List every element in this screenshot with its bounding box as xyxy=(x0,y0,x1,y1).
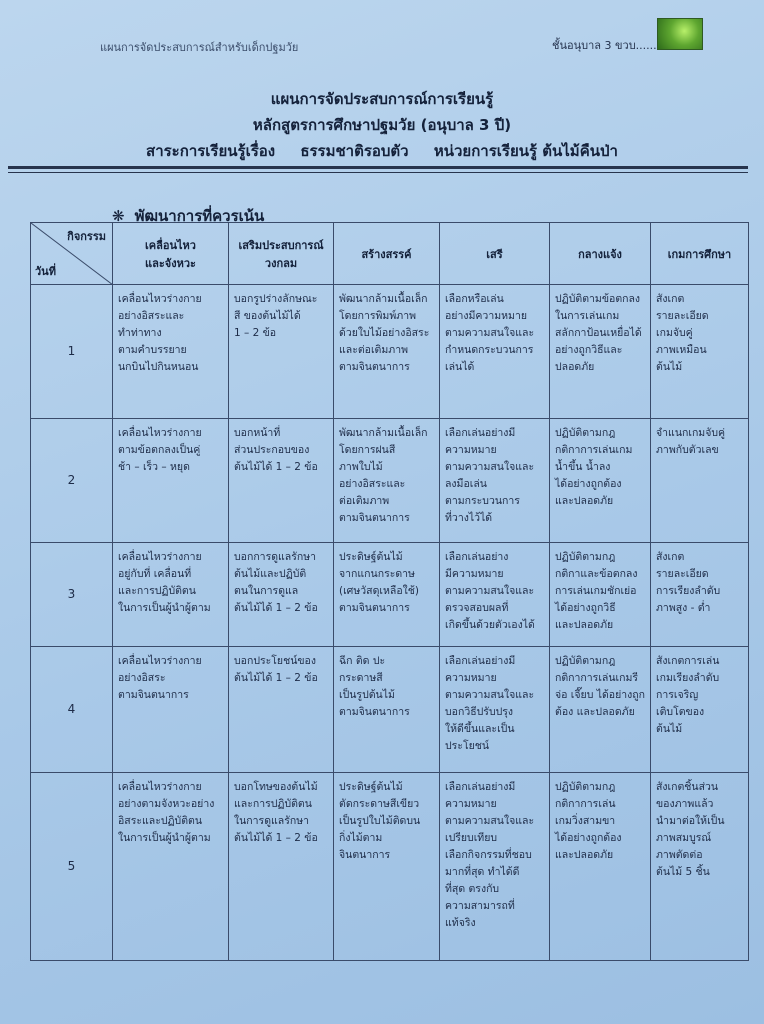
table-cell xyxy=(440,647,550,773)
cell-text-line: ต้นไม้ได้ 1 – 2 ข้อ xyxy=(234,461,318,473)
cell-text-line: ต้นไม้ได้ 1 – 2 ข้อ xyxy=(234,832,318,844)
cell-text-line: เติบโตของ xyxy=(656,706,705,718)
column-header-text: สร้างสรรค์ xyxy=(361,247,412,261)
cell-text-line: อย่างตามจังหวะอย่าง xyxy=(118,798,215,810)
column-header-text: เสรี xyxy=(486,247,503,261)
cell-text-line: เล่นได้ xyxy=(445,361,475,373)
cell-text-line: นำมาต่อให้เป็น xyxy=(656,815,725,827)
table-row xyxy=(31,419,749,543)
cell-text-line: สี ของต้นไม้ได้ xyxy=(234,310,301,322)
cell-text-line: มีความหมาย xyxy=(445,568,504,580)
cell-text-line: เลือกหรือเล่น xyxy=(445,293,504,305)
cell-text-line: ตามความสนใจและ xyxy=(445,585,535,597)
cell-text-line: และต่อเติมภาพ xyxy=(339,344,409,356)
cell-text-line: ต้อง และปลอดภัย xyxy=(555,706,635,718)
cell-text-line: อย่างถูกวิธีและ xyxy=(555,344,623,356)
cell-text-line: กระดาษสี xyxy=(339,672,383,684)
cell-text-line: สลักกาป้อนเหยื่อได้ xyxy=(555,327,642,339)
cell-text-line: ภาพกับตัวเลข xyxy=(656,444,719,456)
cell-text-line: เกิดขึ้นด้วยตัวเองได้ xyxy=(445,619,535,631)
table-cell xyxy=(550,773,651,961)
cell-text-line: ภาพเหมือน xyxy=(656,344,707,356)
table-body xyxy=(31,285,749,961)
cell-text-line: เป็นรูปใบไม้ติดบน xyxy=(339,815,421,827)
cell-text-line: ฉีก ติด ปะ xyxy=(339,655,386,667)
divider-thin xyxy=(8,172,748,173)
cell-text-line: ลงมือเล่น xyxy=(445,478,487,490)
column-header-text: วงกลม xyxy=(264,256,298,270)
cell-text-line: ช้า – เร็ว – หยุด xyxy=(118,461,190,473)
table-cell xyxy=(440,543,550,647)
table-cell xyxy=(651,773,749,961)
cell-text-line: ภาพตัดต่อ xyxy=(656,849,703,861)
cell-text-line: ประโยชน์ xyxy=(445,740,490,752)
cell-text-line: เคลื่อนไหวร่างกาย xyxy=(118,781,202,793)
cell-text-line: พัฒนากล้ามเนื้อเล็ก xyxy=(339,293,428,305)
cell-text-line: และการปฏิบัติตน xyxy=(234,798,312,810)
cell-text-line: ของภาพแล้ว xyxy=(656,798,714,810)
cell-text-line: ประดิษฐ์ต้นไม้ xyxy=(339,781,403,793)
cell-text-line: เกมจับคู่ xyxy=(656,327,693,339)
cell-text-line: ต้นไม้ได้ 1 – 2 ข้อ xyxy=(234,672,318,684)
column-header xyxy=(113,223,229,285)
title-line-3 xyxy=(0,138,764,164)
table-cell xyxy=(229,419,334,543)
cell-text-line: เกมเรียงลำดับ xyxy=(656,672,720,684)
column-header-text: เกมการศึกษา xyxy=(667,247,732,261)
cell-text-line: กติกาการเล่น xyxy=(555,798,616,810)
table-cell xyxy=(550,419,651,543)
cell-text-line: รายละเอียด xyxy=(656,310,709,322)
cell-text-line: กำหนดกระบวนการ xyxy=(445,344,534,356)
table-cell xyxy=(229,647,334,773)
cell-text-line: นกบินไปกินหนอน xyxy=(118,361,199,373)
divider-thick xyxy=(8,166,748,169)
cell-text-line: ปฏิบัติตามกฎ xyxy=(555,551,616,563)
cell-text-line: ได้อย่างถูกต้อง xyxy=(555,832,622,844)
cell-text-line: การเรียงลำดับ xyxy=(656,585,721,597)
cell-text-line: ตามข้อตกลงเป็นคู่ xyxy=(118,444,201,456)
cell-text-line: เคลื่อนไหวร่างกาย xyxy=(118,293,202,305)
column-header xyxy=(550,223,651,285)
cell-text-line: โดยการพิมพ์ภาพ xyxy=(339,310,417,322)
cell-text-line: อย่างอิสระและ xyxy=(118,310,185,322)
cell-text-line: และการปฏิบัติตน xyxy=(118,585,196,597)
cell-text-line: อย่างอิสระและ xyxy=(339,478,406,490)
day-number: 4 xyxy=(31,647,113,773)
table-cell xyxy=(334,647,440,773)
table-cell xyxy=(113,419,229,543)
cell-text-line: พัฒนากล้ามเนื้อเล็ก xyxy=(339,427,428,439)
table-cell xyxy=(651,285,749,419)
cell-text-line: ในการเป็นผู้นำผู้ตาม xyxy=(118,602,211,614)
cell-text-line: ตรวจสอบผลที่ xyxy=(445,602,509,614)
cell-text-line: สังเกตการเล่น xyxy=(656,655,720,667)
cell-text-line: เป็นรูปต้นไม้ xyxy=(339,689,395,701)
section-title: พัฒนาการที่ควรเน้น xyxy=(134,207,265,225)
corner-bottom-label: วันที่ xyxy=(35,265,56,278)
cell-text-line: ความหมาย xyxy=(445,444,497,456)
cell-text-line: และปลอดภัย xyxy=(555,619,614,631)
cell-text-line: ตามจินตนาการ xyxy=(339,512,410,524)
table-cell xyxy=(113,773,229,961)
table-cell xyxy=(550,543,651,647)
cell-text-line: การเจริญ xyxy=(656,689,699,701)
cell-text-line: อย่างมีความหมาย xyxy=(445,310,528,322)
header-right-text: ชั้นอนุบาล 3 ขวบ...... xyxy=(552,39,657,52)
cell-text-line: ด้วยใบไม้อย่างอิสระ xyxy=(339,327,430,339)
cell-text-line: ได้อย่างถูกต้อง xyxy=(555,478,622,490)
column-header-text: และจังหวะ xyxy=(145,256,196,270)
table-cell xyxy=(651,419,749,543)
table-cell xyxy=(440,773,550,961)
cell-text-line: เลือกเล่นอย่างมี xyxy=(445,427,516,439)
cell-text-line: ได้อย่างถูกวิธี xyxy=(555,602,616,614)
table-cell xyxy=(651,543,749,647)
cell-text-line: แท้จริง xyxy=(445,917,476,929)
cell-text-line: ที่สุด ตรงกับ xyxy=(445,883,500,895)
table-cell xyxy=(334,419,440,543)
table-cell xyxy=(113,285,229,419)
cell-text-line: จากแกนกระดาษ xyxy=(339,568,415,580)
table-cell xyxy=(550,285,651,419)
snowflake-icon: ❋ xyxy=(112,207,125,225)
table-cell xyxy=(550,647,651,773)
cell-text-line: ความสามารถที่ xyxy=(445,900,515,912)
cell-text-line: ปฏิบัติตามกฎ xyxy=(555,781,616,793)
cell-text-line: ปฏิบัติตามกฎ xyxy=(555,655,616,667)
cell-text-line: น้ำขึ้น น้ำลง xyxy=(555,461,611,473)
cell-text-line: บอกหน้าที่ xyxy=(234,427,281,439)
title-subject-name: ธรรมชาติรอบตัว xyxy=(300,142,409,160)
cell-text-line: ในการเล่นเกม xyxy=(555,310,620,322)
document-titles xyxy=(0,86,764,164)
table-cell xyxy=(113,647,229,773)
cell-text-line: บอกโทษของต้นไม้ xyxy=(234,781,318,793)
column-header xyxy=(229,223,334,285)
day-number: 3 xyxy=(31,543,113,647)
table-header-row xyxy=(31,223,749,285)
cell-text-line: อย่างอิสระ xyxy=(118,672,166,684)
table-cell xyxy=(229,773,334,961)
cell-text-line: เคลื่อนไหวร่างกาย xyxy=(118,551,202,563)
activity-table xyxy=(30,222,749,961)
cell-text-line: อยู่กับที่ เคลื่อนที่ xyxy=(118,568,192,580)
cell-text-line: บอกรูปร่างลักษณะ xyxy=(234,293,318,305)
table-cell xyxy=(334,285,440,419)
cell-text-line: กติกาการเล่นเกม xyxy=(555,444,633,456)
cell-text-line: มากที่สุด ทำได้ดี xyxy=(445,866,520,878)
table-row xyxy=(31,647,749,773)
cell-text-line: จินตนาการ xyxy=(339,849,391,861)
cell-text-line: ปลอดภัย xyxy=(555,361,595,373)
column-header xyxy=(334,223,440,285)
table-cell xyxy=(113,543,229,647)
cell-text-line: ความหมาย xyxy=(445,672,497,684)
cell-text-line: (เศษวัสดุเหลือใช้) xyxy=(339,585,419,597)
cell-text-line: ที่วางไว้ได้ xyxy=(445,512,493,524)
day-number: 2 xyxy=(31,419,113,543)
table-cell xyxy=(229,285,334,419)
cell-text-line: ภาพใบไม้ xyxy=(339,461,383,473)
column-header-text: เสริมประสบการณ์ xyxy=(238,238,324,252)
cell-text-line: ปฏิบัติตามข้อตกลง xyxy=(555,293,641,305)
table-cell xyxy=(229,543,334,647)
cell-text-line: ภาพสมบูรณ์ xyxy=(656,832,712,844)
table-row xyxy=(31,285,749,419)
cell-text-line: เคลื่อนไหวร่างกาย xyxy=(118,427,202,439)
table-cell xyxy=(651,647,749,773)
cell-text-line: เลือกเล่นอย่าง xyxy=(445,551,509,563)
cell-text-line: ตามความสนใจและ xyxy=(445,327,535,339)
table-corner-cell xyxy=(31,223,113,285)
title-line-2: หลักสูตรการศึกษาปฐมวัย (อนุบาล 3 ปี) xyxy=(252,116,512,134)
cell-text-line: 1 – 2 ข้อ xyxy=(234,327,277,339)
cell-text-line: ตามจินตนาการ xyxy=(339,602,410,614)
cell-text-line: ความหมาย xyxy=(445,798,497,810)
cell-text-line: การเล่นเกมชักเย่อ xyxy=(555,585,637,597)
cell-text-line: เลือกกิจกรรมที่ชอบ xyxy=(445,849,532,861)
table-cell xyxy=(334,543,440,647)
table-row xyxy=(31,773,749,961)
table-cell xyxy=(334,773,440,961)
cell-text-line: ตามความสนใจและ xyxy=(445,461,535,473)
corner-top-label: กิจกรรม xyxy=(67,230,106,243)
column-header xyxy=(651,223,749,285)
cell-text-line: บอกการดูแลรักษา xyxy=(234,551,317,563)
cell-text-line: บอกประโยชน์ของ xyxy=(234,655,316,667)
cell-text-line: ให้ดีขึ้นและเป็น xyxy=(445,723,515,735)
cell-text-line: ตัดกระดาษสีเขียว xyxy=(339,798,420,810)
table-cell xyxy=(440,285,550,419)
cell-text-line: เลือกเล่นอย่างมี xyxy=(445,781,516,793)
cell-text-line: ต่อเติมภาพ xyxy=(339,495,390,507)
column-header-text: เคลื่อนไหว xyxy=(145,238,196,252)
cell-text-line: ประดิษฐ์ต้นไม้ xyxy=(339,551,403,563)
cell-text-line: ปฏิบัติตามกฎ xyxy=(555,427,616,439)
day-number: 1 xyxy=(31,285,113,419)
title-unit: หน่วยการเรียนรู้ ต้นไม้คืนป่า xyxy=(433,142,618,160)
cell-text-line: ตามกระบวนการ xyxy=(445,495,520,507)
cell-text-line: สังเกตชิ้นส่วน xyxy=(656,781,719,793)
cell-text-line: ต้นไม้ได้ 1 – 2 ข้อ xyxy=(234,602,318,614)
cell-text-line: ตนในการดูแล xyxy=(234,585,299,597)
cell-text-line: เลือกเล่นอย่างมี xyxy=(445,655,516,667)
cell-text-line: ในการดูแลรักษา xyxy=(234,815,310,827)
cell-text-line: ตามคำบรรยาย xyxy=(118,344,187,356)
cell-text-line: และปลอดภัย xyxy=(555,495,614,507)
day-number: 5 xyxy=(31,773,113,961)
cell-text-line: จำแนกเกมจับคู่ xyxy=(656,427,726,439)
cell-text-line: ตามจินตนาการ xyxy=(339,361,410,373)
cell-text-line: ภาพสูง - ต่ำ xyxy=(656,602,711,614)
cell-text-line: รายละเอียด xyxy=(656,568,709,580)
table-cell xyxy=(440,419,550,543)
cell-text-line: ต้นไม้และปฏิบัติ xyxy=(234,568,307,580)
cell-text-line: จ่อ เจี๊ยบ ได้อย่างถูก xyxy=(555,689,645,701)
cell-text-line: บอกวิธีปรับปรุง xyxy=(445,706,514,718)
cell-text-line: ทำท่าทาง xyxy=(118,327,162,339)
title-line-1: แผนการจัดประสบการณ์การเรียนรู้ xyxy=(270,90,494,108)
cell-text-line: ต้นไม้ xyxy=(656,723,683,735)
title-subject-label: สาระการเรียนรู้เรื่อง xyxy=(146,142,276,160)
cell-text-line: ตามจินตนาการ xyxy=(339,706,410,718)
cell-text-line: กิ่งไม้ตาม xyxy=(339,832,383,844)
cell-text-line: ต้นไม้ xyxy=(656,361,683,373)
header-logo-image xyxy=(657,18,703,50)
cell-text-line: เปรียบเทียบ xyxy=(445,832,498,844)
cell-text-line: สังเกต xyxy=(656,293,685,305)
cell-text-line: ส่วนประกอบของ xyxy=(234,444,310,456)
cell-text-line: และปลอดภัย xyxy=(555,849,614,861)
cell-text-line: ต้นไม้ 5 ชิ้น xyxy=(656,866,710,878)
cell-text-line: เกมวิ่งสามขา xyxy=(555,815,616,827)
cell-text-line: อิสระและปฏิบัติตน xyxy=(118,815,203,827)
column-header xyxy=(440,223,550,285)
cell-text-line: สังเกต xyxy=(656,551,685,563)
cell-text-line: เคลื่อนไหวร่างกาย xyxy=(118,655,202,667)
cell-text-line: กติกาการเล่นเกมรี xyxy=(555,672,639,684)
header-left-text: แผนการจัดประสบการณ์สำหรับเด็กปฐมวัย xyxy=(100,41,299,54)
page-header xyxy=(0,0,764,60)
cell-text-line: ในการเป็นผู้นำผู้ตาม xyxy=(118,832,211,844)
cell-text-line: กติกาและข้อตกลง xyxy=(555,568,638,580)
cell-text-line: โดยการฝนสี xyxy=(339,444,396,456)
column-header-text: กลางแจ้ง xyxy=(578,247,622,261)
cell-text-line: ตามความสนใจและ xyxy=(445,689,535,701)
table-row xyxy=(31,543,749,647)
cell-text-line: ตามความสนใจและ xyxy=(445,815,535,827)
cell-text-line: ตามจินตนาการ xyxy=(118,689,189,701)
